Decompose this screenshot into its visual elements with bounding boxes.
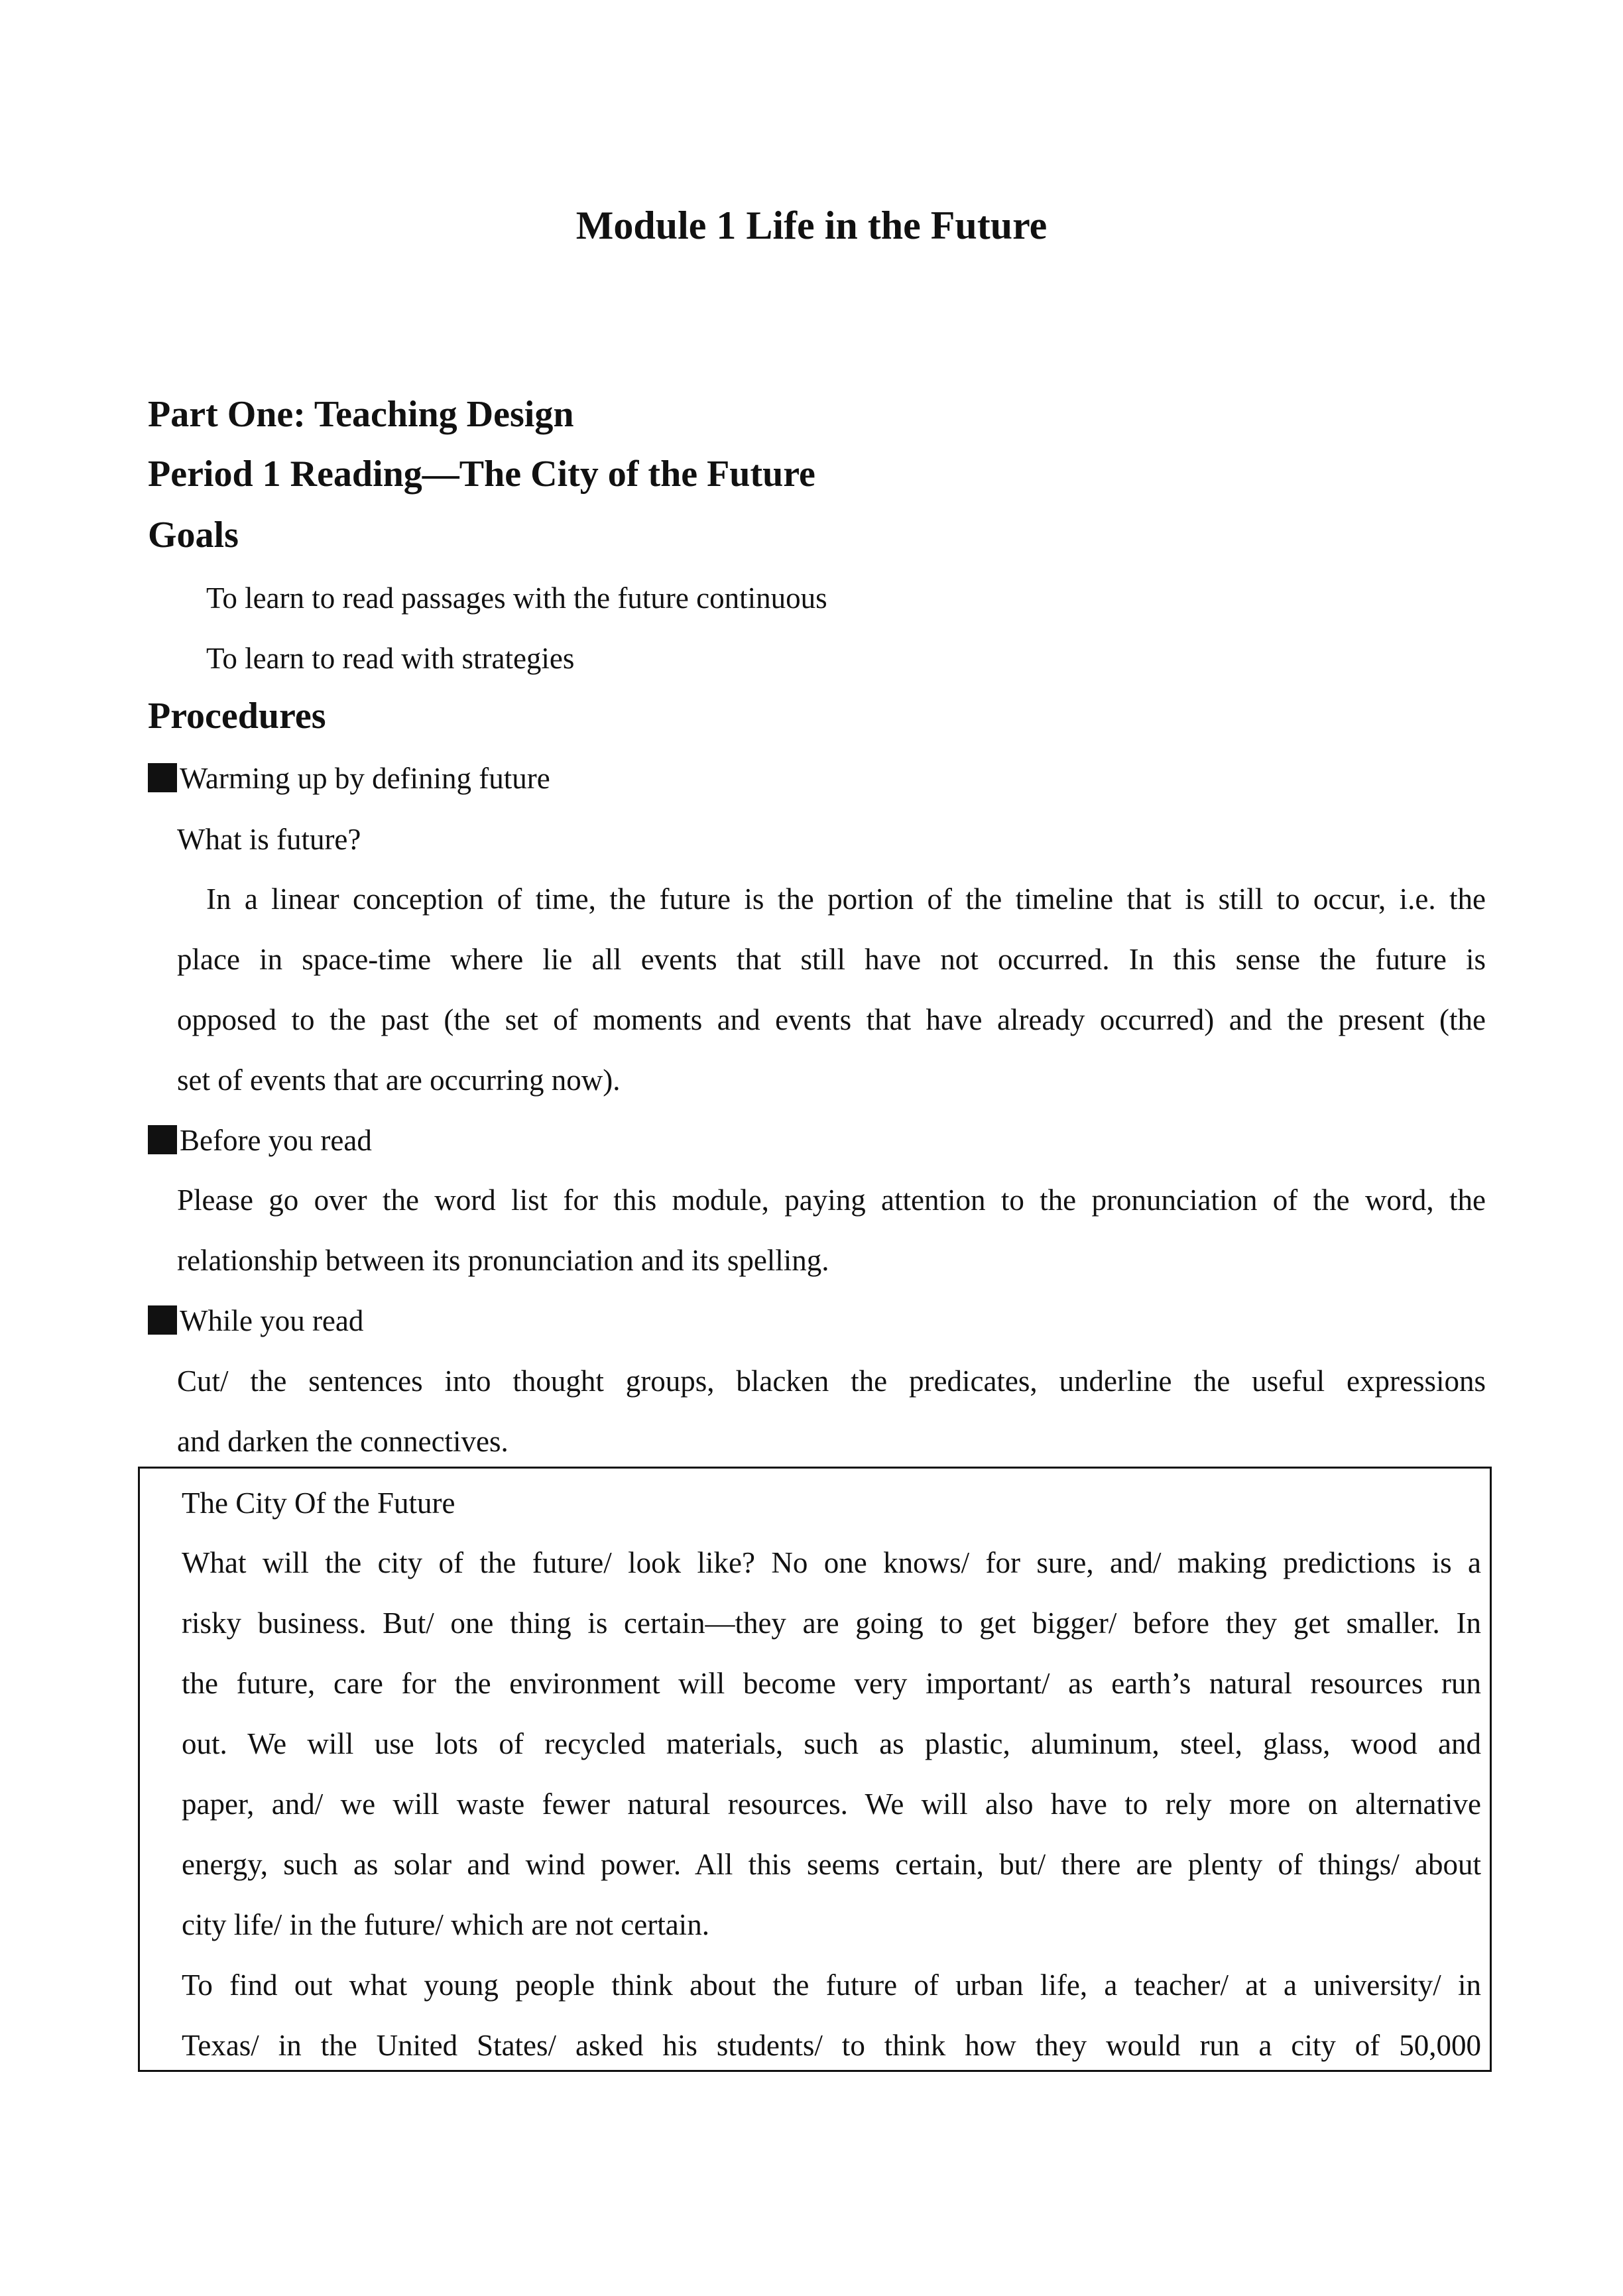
part-heading: Part One: Teaching Design <box>148 394 574 435</box>
document-title: Module 1 Life in the Future <box>575 204 1048 247</box>
procedures-heading: Procedures <box>148 695 326 737</box>
square-bullet-icon <box>148 1125 177 1154</box>
passage-line: To find out what young people think about the future of urban life, a teacher/ at a university/ in <box>182 1968 1481 2002</box>
before-paragraph-line: relationship between its pronunciation and its spelling. <box>177 1244 829 1277</box>
goal-item: To learn to read with strategies <box>206 642 575 675</box>
warming-paragraph-line: set of events that are occurring now). <box>177 1063 621 1097</box>
passage-line: energy, such as solar and wind power. All this seems certain, but/ there are plenty of things/ about <box>182 1848 1481 1881</box>
square-bullet-icon <box>148 763 177 792</box>
period-heading: Period 1 Reading—The City of the Future <box>148 453 815 495</box>
passage-line: paper, and/ we will waste fewer natural resources. We will also have to rely more on alternative <box>182 1787 1481 1821</box>
while-section-label <box>148 1301 363 1341</box>
passage-line: Texas/ in the United States/ asked his students/ to think how they would run a city of 50,000 <box>182 2029 1481 2062</box>
goals-heading: Goals <box>148 514 239 556</box>
warming-section-label <box>148 758 550 798</box>
passage-line: risky business. But/ one thing is certain—they are going to get bigger/ before they get smaller. In <box>182 1606 1481 1640</box>
while-paragraph-line: Cut/ the sentences into thought groups, blacken the predicates, underline the useful expressions <box>177 1364 1486 1398</box>
while-paragraph-line: and darken the connectives. <box>177 1425 509 1458</box>
warming-paragraph-line: In a linear conception of time, the future is the portion of the timeline that is still to occur, i.e. the <box>206 882 1486 916</box>
while-label: While you read <box>180 1304 364 1337</box>
passage-line: the future, care for the environment will become very important/ as earth’s natural resources run <box>182 1667 1481 1700</box>
warming-paragraph-line: opposed to the past (the set of moments and events that have already occurred) and the present (the <box>177 1003 1486 1036</box>
goal-item: To learn to read passages with the future continuous <box>206 581 827 615</box>
warming-question: What is future? <box>177 823 361 856</box>
passage-line: city life/ in the future/ which are not certain. <box>182 1908 709 1941</box>
passage-title: The City Of the Future <box>182 1486 455 1520</box>
square-bullet-icon <box>148 1305 177 1335</box>
warming-label: Warming up by defining future <box>180 762 550 795</box>
warming-paragraph-line: place in space-time where lie all events that still have not occurred. In this sense the future is <box>177 943 1486 976</box>
passage-line: out. We will use lots of recycled materials, such as plastic, aluminum, steel, glass, wood and <box>182 1727 1481 1760</box>
before-section-label <box>148 1120 372 1160</box>
passage-line: What will the city of the future/ look like? No one knows/ for sure, and/ making predictions is a <box>182 1546 1481 1579</box>
before-label: Before you read <box>180 1124 372 1157</box>
before-paragraph-line: Please go over the word list for this module, paying attention to the pronunciation of the word, the <box>177 1183 1486 1217</box>
